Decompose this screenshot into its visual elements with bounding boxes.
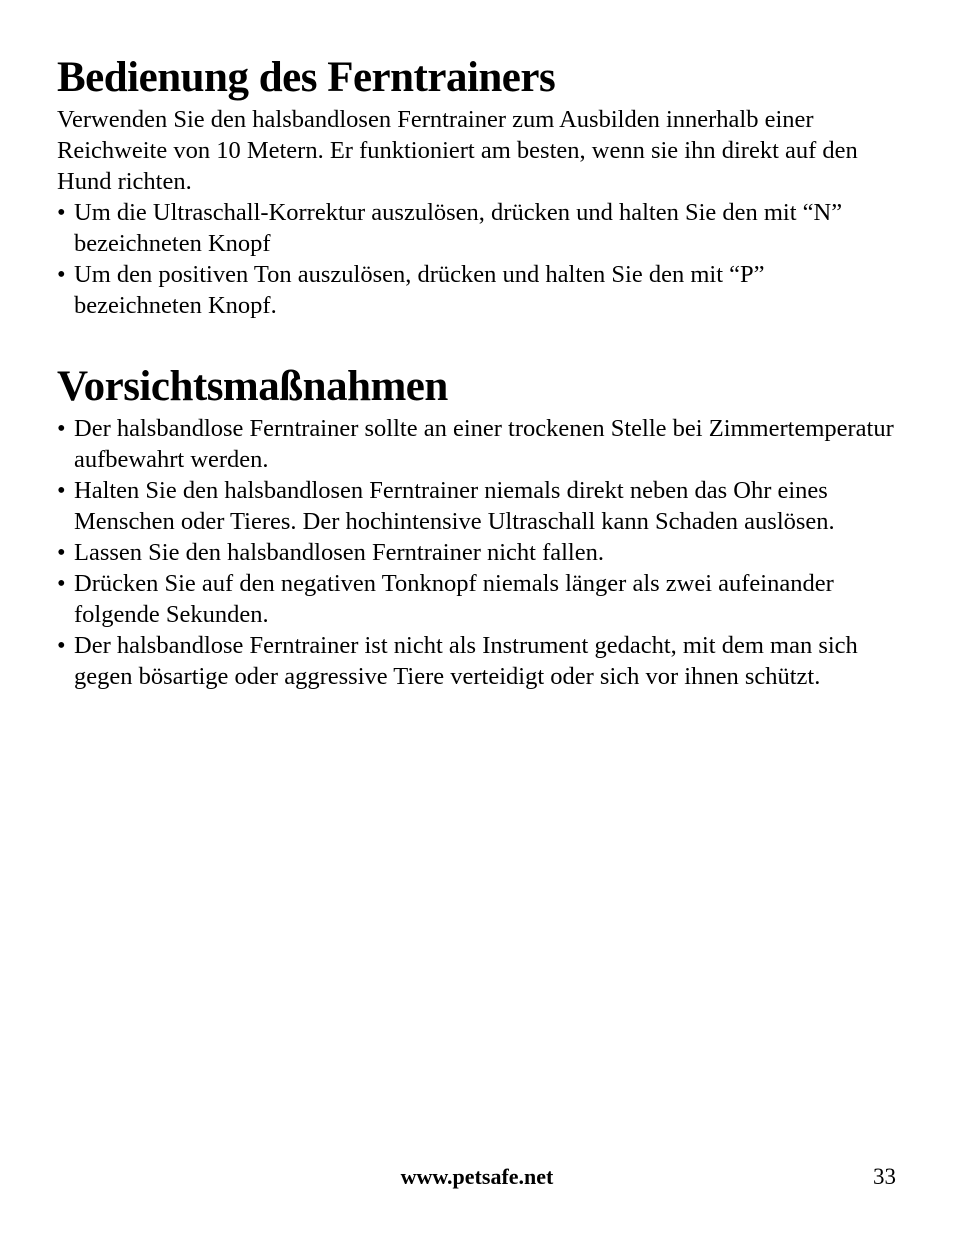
operation-heading: Bedienung des Ferntrainers (57, 54, 556, 101)
bullet-marker: • (57, 415, 66, 442)
bullet-marker: • (57, 477, 66, 504)
list-item (57, 259, 897, 321)
bullet-marker: • (57, 570, 66, 597)
page-number: 33 (873, 1164, 896, 1189)
list-item-text: Drücken Sie auf den negativen Tonknopf niemals länger als zwei aufeinander folgende Sekunden. (74, 570, 834, 628)
precautions-heading: Vorsichtsmaßnahmen (57, 363, 448, 410)
list-item-text: Halten Sie den halsbandlosen Ferntrainer niemals direkt neben das Ohr eines Menschen oder Tieres. Der hochintensive Ultraschall kann Schaden auslösen. (74, 477, 835, 535)
operation-intro: Verwenden Sie den halsbandlosen Ferntrainer zum Ausbilden innerhalb einer Reichweite von 10 Metern. Er funktioniert am besten, wenn sie ihn direkt auf den Hund richten. (57, 106, 858, 195)
list-item-text: Der halsbandlose Ferntrainer ist nicht als Instrument gedacht, mit dem man sich gegen bösartige oder aggressive Tiere verteidigt oder sich vor ihnen schützt. (74, 632, 858, 690)
list-item (57, 475, 897, 537)
section-spacer (57, 321, 897, 361)
list-item (57, 568, 897, 630)
bullet-marker: • (57, 261, 66, 288)
list-item (57, 197, 897, 259)
list-item-text: Lassen Sie den halsbandlosen Ferntrainer nicht fallen. (74, 539, 604, 566)
list-item (57, 537, 897, 568)
list-item-text: Um die Ultraschall-Korrektur auszulösen, drücken und halten Sie den mit “N” bezeichneten Knopf (74, 199, 843, 257)
bullet-marker: • (57, 199, 66, 226)
list-item (57, 630, 897, 692)
document-page (57, 52, 897, 692)
operation-bullet-list (57, 197, 897, 321)
bullet-marker: • (57, 632, 66, 659)
precautions-bullet-list (57, 413, 897, 692)
footer-website-url: www.petsafe.net (400, 1164, 554, 1189)
list-item-text: Der halsbandlose Ferntrainer sollte an einer trockenen Stelle bei Zimmertemperatur aufbewahrt werden. (74, 415, 894, 473)
bullet-marker: • (57, 539, 66, 566)
list-item-text: Um den positiven Ton auszulösen, drücken und halten Sie den mit “P” bezeichneten Knopf. (74, 261, 765, 319)
list-item (57, 413, 897, 475)
